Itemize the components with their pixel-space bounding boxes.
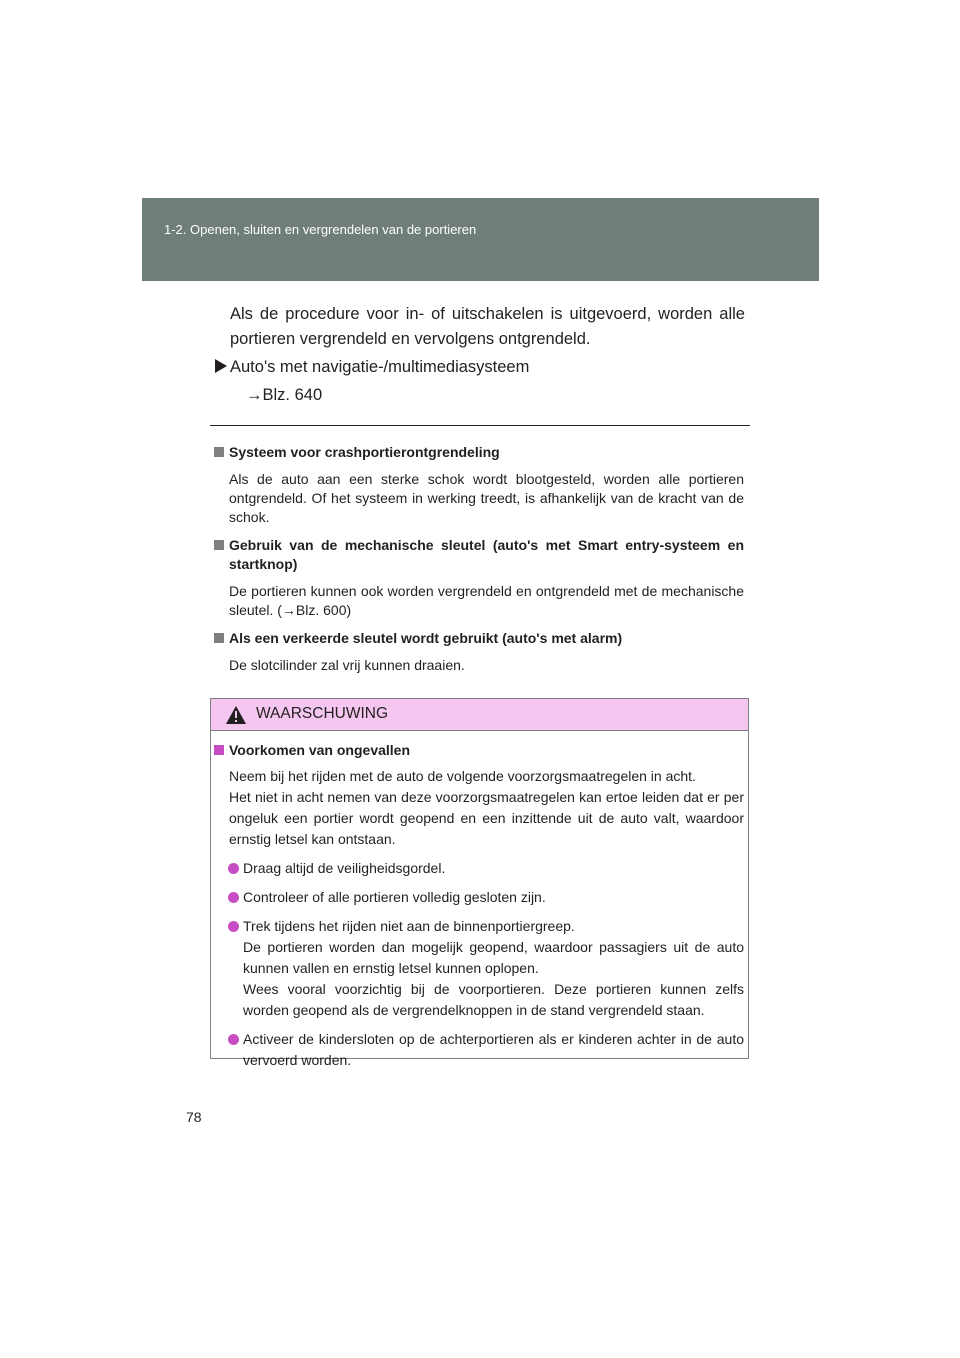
note-body: Als de auto aan een sterke schok wordt blootgesteld, worden alle portieren ontgrendeld. Of het systeem in werking treedt, is afhankelijk van de kracht van de schok. — [229, 471, 744, 525]
notes-section — [214, 443, 744, 684]
round-bullet-icon — [228, 921, 239, 932]
intro-paragraph: Als de procedure voor in- of uitschakelen is uitgevoerd, worden alle portieren vergrendeld en vervolgens ontgrendeld. — [230, 305, 745, 348]
section-header-band — [142, 198, 819, 281]
square-bullet-icon — [214, 447, 224, 457]
warning-header — [211, 699, 748, 731]
square-bullet-icon — [214, 540, 224, 550]
bullet-text-extra: De portieren worden dan mogelijk geopend, waardoor passagiers uit de auto kunnen vallen en ernstig letsel kunnen oplopen. — [243, 939, 744, 976]
round-bullet-icon — [228, 892, 239, 903]
note-title: Als een verkeerde sleutel wordt gebruikt (auto's met alarm) — [229, 630, 623, 646]
bullet-text: Trek tijdens het rijden niet aan de binnenportiergreep. — [243, 918, 575, 934]
bullet-text: Activeer de kindersloten op de achterportieren als er kinderen achter in de auto vervoerd worden. — [243, 1031, 744, 1068]
warning-bullet — [214, 887, 744, 908]
nav-item — [215, 358, 529, 377]
warning-triangle-icon — [225, 705, 247, 725]
bullet-text: Draag altijd de veiligheidsgordel. — [243, 860, 446, 876]
warning-title: WAARSCHUWING — [256, 705, 389, 722]
warning-box — [210, 698, 749, 1068]
section-title: 1-2. Openen, sluiten en vergrendelen van de portieren — [164, 222, 477, 237]
square-bullet-icon — [214, 745, 224, 755]
note-item — [214, 443, 744, 527]
note-title: Gebruik van de mechanische sleutel (auto's met Smart entry-systeem en startknop) — [229, 537, 744, 572]
intro-text — [230, 302, 745, 352]
note-item — [214, 536, 744, 620]
bullet-text-extra: Wees vooral voorzichtig bij de voorportieren. Deze portieren kunnen zelfs worden geopend als de vergrendelknoppen in de stand vergrendeld staan. — [243, 981, 744, 1018]
divider — [210, 425, 750, 426]
note-body: De slotcilinder zal vrij kunnen draaien. — [229, 657, 465, 673]
nav-item-label: Auto's met navigatie-/multimediasysteem — [230, 358, 530, 376]
triangle-pointer-icon — [215, 359, 227, 373]
round-bullet-icon — [228, 863, 239, 874]
warning-body-line: Het niet in acht nemen van deze voorzorgsmaatregelen kan ertoe leiden dat er per ongeluk een portier wordt geopend en een inzittende uit de auto valt, waardoor ernstig letsel kan ontstaan. — [229, 789, 744, 847]
round-bullet-icon — [228, 1034, 239, 1045]
bullet-text: Controleer of alle portieren volledig gesloten zijn. — [243, 889, 546, 905]
warning-body-line: Neem bij het rijden met de auto de volgende voorzorgsmaatregelen in acht. — [229, 768, 696, 784]
square-bullet-icon — [214, 633, 224, 643]
note-body: De portieren kunnen ook worden vergrendeld en ontgrendeld met de mechanische sleutel. (→Blz. 600) — [229, 583, 744, 618]
warning-bullet — [214, 916, 744, 1021]
page-number: 78 — [186, 1109, 202, 1125]
warning-body — [214, 766, 744, 850]
warning-content — [214, 741, 744, 1071]
warning-bullet — [214, 858, 744, 879]
note-item — [214, 629, 744, 675]
nav-page-reference: →Blz. 640 — [246, 386, 323, 404]
note-title: Systeem voor crashportierontgrendeling — [229, 444, 500, 460]
warning-bullet — [214, 1029, 744, 1071]
warning-subtitle: Voorkomen van ongevallen — [229, 742, 411, 758]
